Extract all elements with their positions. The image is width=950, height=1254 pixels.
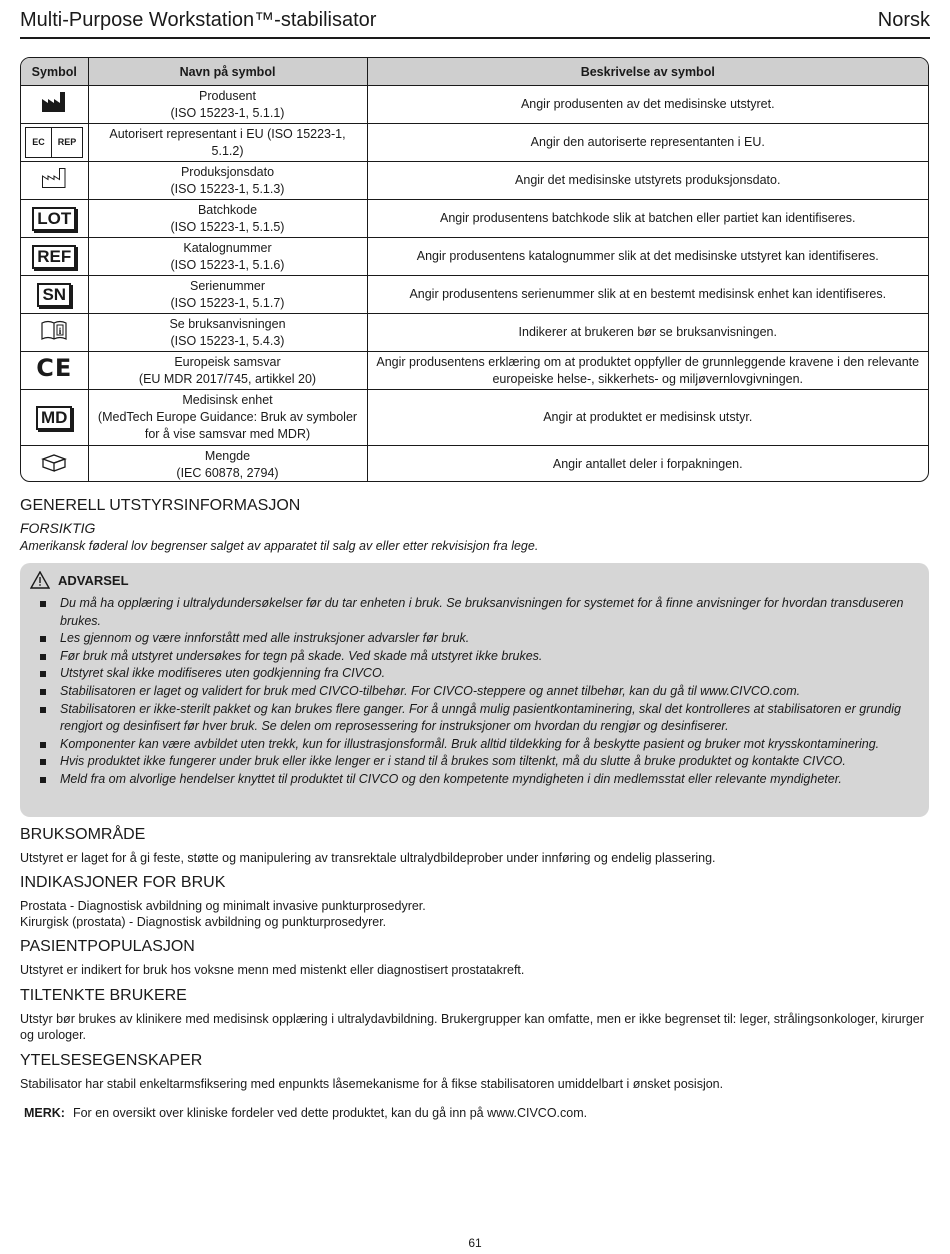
column-header-description: Beskrivelse av symbol <box>367 58 928 86</box>
symbol-table <box>20 57 929 482</box>
md-icon: MD <box>36 406 72 430</box>
note-text: For en oversikt over kliniske fordeler ved dette produktet, kan du gå inn på www.CIVCO.com. <box>72 1106 588 1120</box>
section-heading-indikasjoner: INDIKASJONER FOR BRUK <box>20 874 226 891</box>
symbol-description: Angir produsenten av det medisinske utstyret. <box>367 86 928 124</box>
instructions-icon <box>40 319 68 341</box>
symbol-description: Indikerer at brukeren bør se bruksanvisningen. <box>367 314 928 352</box>
symbol-name: Batchkode (ISO 15223-1, 5.1.5) <box>88 200 367 238</box>
indikasjoner-line: Prostata - Diagnostisk avbildning og minimalt invasive punkturprosedyrer. <box>20 899 426 913</box>
note-label: MERK: <box>24 1106 65 1120</box>
note <box>24 1106 587 1120</box>
symbol-description: Angir produsentens serienummer slik at en bestemt medisinsk enhet kan identifiseres. <box>367 276 928 314</box>
ref-icon: REF <box>32 245 76 269</box>
table-row <box>21 352 928 390</box>
table-row <box>21 276 928 314</box>
manufacturer-icon <box>41 91 67 113</box>
table-row <box>21 162 928 200</box>
warning-title: ADVARSEL <box>30 571 129 589</box>
header-rule <box>20 37 930 39</box>
caution-label: FORSIKTIG <box>20 520 96 536</box>
table-row <box>21 124 928 162</box>
svg-text:i: i <box>58 326 62 336</box>
sn-icon: SN <box>37 283 71 307</box>
symbol-description: Angir produsentens erklæring om at produktet oppfyller de grunnleggende kravene i den relevante europeiske helse-, sikkerhets- og miljøvernlovgivningen. <box>367 352 928 390</box>
symbol-name: Se bruksanvisningen (ISO 15223-1, 5.4.3) <box>88 314 367 352</box>
indikasjoner-line: Kirurgisk (prostata) - Diagnostisk avbildning og punkturprosedyrer. <box>20 915 387 929</box>
symbol-name: Serienummer (ISO 15223-1, 5.1.7) <box>88 276 367 314</box>
list-item: Utstyret skal ikke modifiseres uten godkjenning fra CIVCO. <box>38 665 908 683</box>
warning-triangle-icon <box>30 571 50 589</box>
section-heading-general: GENERELL UTSTYRSINFORMASJON <box>20 497 301 514</box>
list-item: Hvis produktet ikke fungerer under bruk eller ikke lenger er i stand til å brukes som tiltenkt, må du slutte å bruke produktet og kontakte CIVCO. <box>38 753 908 771</box>
symbol-description: Angir den autoriserte representanten i EU. <box>367 124 928 162</box>
date-of-manufacture-icon <box>41 167 67 189</box>
list-item: Du må ha opplæring i ultralydundersøkelser før du tar enheten i bruk. Se bruksanvisningen for systemet for å finne anvisninger for hvordan transduseren brukes. <box>38 595 908 630</box>
list-item: Les gjennom og være innforstått med alle instruksjoner advarsler før bruk. <box>38 630 908 648</box>
warning-list <box>38 595 908 789</box>
page-number: 61 <box>468 1236 482 1250</box>
list-item: Komponenter kan være avbildet uten trekk, kun for illustrasjonsformål. Bruk alltid tildekking for å beskytte pasient og bruker mot krysskontaminering. <box>38 736 908 754</box>
symbol-name: Medisinsk enhet (MedTech Europe Guidance: Bruk av symboler for å vise samsvar med MDR) <box>88 390 367 446</box>
symbol-description: Angir at produktet er medisinsk utstyr. <box>367 390 928 446</box>
symbol-name: Produksjonsdato (ISO 15223-1, 5.1.3) <box>88 162 367 200</box>
ytelse-text: Stabilisator har stabil enkeltarmsfiksering med enpunkts låsemekanisme for å fikse stabilisatoren umiddelbart i ønsket posisjon. <box>20 1077 724 1091</box>
quantity-icon <box>40 451 68 473</box>
table-row <box>21 86 928 124</box>
column-header-symbol: Symbol <box>21 58 88 86</box>
lot-icon: LOT <box>32 207 76 231</box>
symbol-name: Produsent (ISO 15223-1, 5.1.1) <box>88 86 367 124</box>
language-label: Norsk <box>877 9 930 31</box>
list-item: Før bruk må utstyret undersøkes for tegn på skade. Ved skade må utstyret ikke brukes. <box>38 648 908 666</box>
symbol-description: Angir produsentens katalognummer slik at det medisinske utstyret kan identifiseres. <box>367 238 928 276</box>
section-heading-brukere: TILTENKTE BRUKERE <box>20 987 187 1004</box>
list-item: Meld fra om alvorlige hendelser knyttet til produktet til CIVCO og den kompetente myndigheten i din medlemsstat eller relevante myndigheter. <box>38 771 908 789</box>
symbol-name: Europeisk samsvar (EU MDR 2017/745, artikkel 20) <box>88 352 367 390</box>
caution-text: Amerikansk føderal lov begrenser salget av apparatet til salg av eller etter rekvisisjon fra lege. <box>20 539 539 553</box>
ec-rep-icon: EC REP <box>25 127 83 158</box>
brukere-text: Utstyr bør brukes av klinikere med medisinsk opplæring i ultralydavbildning. Brukergrupper kan omfatte, men er ikke begrenset til: leger, strålingsonkologer, kirurger og urologer. <box>20 1012 924 1042</box>
symbol-name: Autorisert representant i EU (ISO 15223-1, 5.1.2) <box>88 124 367 162</box>
warning-box <box>20 563 929 817</box>
list-item: Stabilisatoren er laget og validert for bruk med CIVCO-tilbehør. For CIVCO-steppere og annet tilbehør, kan du gå til www.CIVCO.com. <box>38 683 908 701</box>
ce-icon: CE <box>36 354 73 382</box>
section-heading-ytelse: YTELSESEGENSKAPER <box>20 1052 203 1069</box>
section-heading-pasient: PASIENTPOPULASJON <box>20 938 195 955</box>
symbol-description: Angir det medisinske utstyrets produksjonsdato. <box>367 162 928 200</box>
table-row <box>21 200 928 238</box>
symbol-description: Angir produsentens batchkode slik at batchen eller partiet kan identifiseres. <box>367 200 928 238</box>
column-header-name: Navn på symbol <box>88 58 367 86</box>
list-item: Stabilisatoren er ikke-sterilt pakket og kan brukes flere ganger. For å unngå mulig pasientkontaminering, skal det kontrolleres at stabilisatoren er grundig rengjort og desinfisert før hver bruk. Se delen om reprosessering for instruksjoner om hvordan du rengjør og desinfiserer. <box>38 701 908 736</box>
symbol-description: Angir antallet deler i forpakningen. <box>552 457 743 472</box>
table-row <box>21 238 928 276</box>
pasient-text: Utstyret er indikert for bruk hos voksne menn med mistenkt eller diagnostisert prostatakreft. <box>20 963 525 977</box>
table-row <box>21 446 928 483</box>
symbol-name: Mengde (IEC 60878, 2794) <box>88 446 367 483</box>
section-heading-bruksomrade: BRUKSOMRÅDE <box>20 826 146 843</box>
table-header-row <box>21 58 928 86</box>
symbol-name: Katalognummer (ISO 15223-1, 5.1.6) <box>88 238 367 276</box>
table-row <box>21 390 928 446</box>
document-title: Multi-Purpose Workstation™-stabilisator <box>20 9 377 31</box>
table-row <box>21 314 928 352</box>
bruksomrade-text: Utstyret er laget for å gi feste, støtte og manipulering av transrektale ultralydbildeprober under innføring og endelig plassering. <box>20 851 716 865</box>
